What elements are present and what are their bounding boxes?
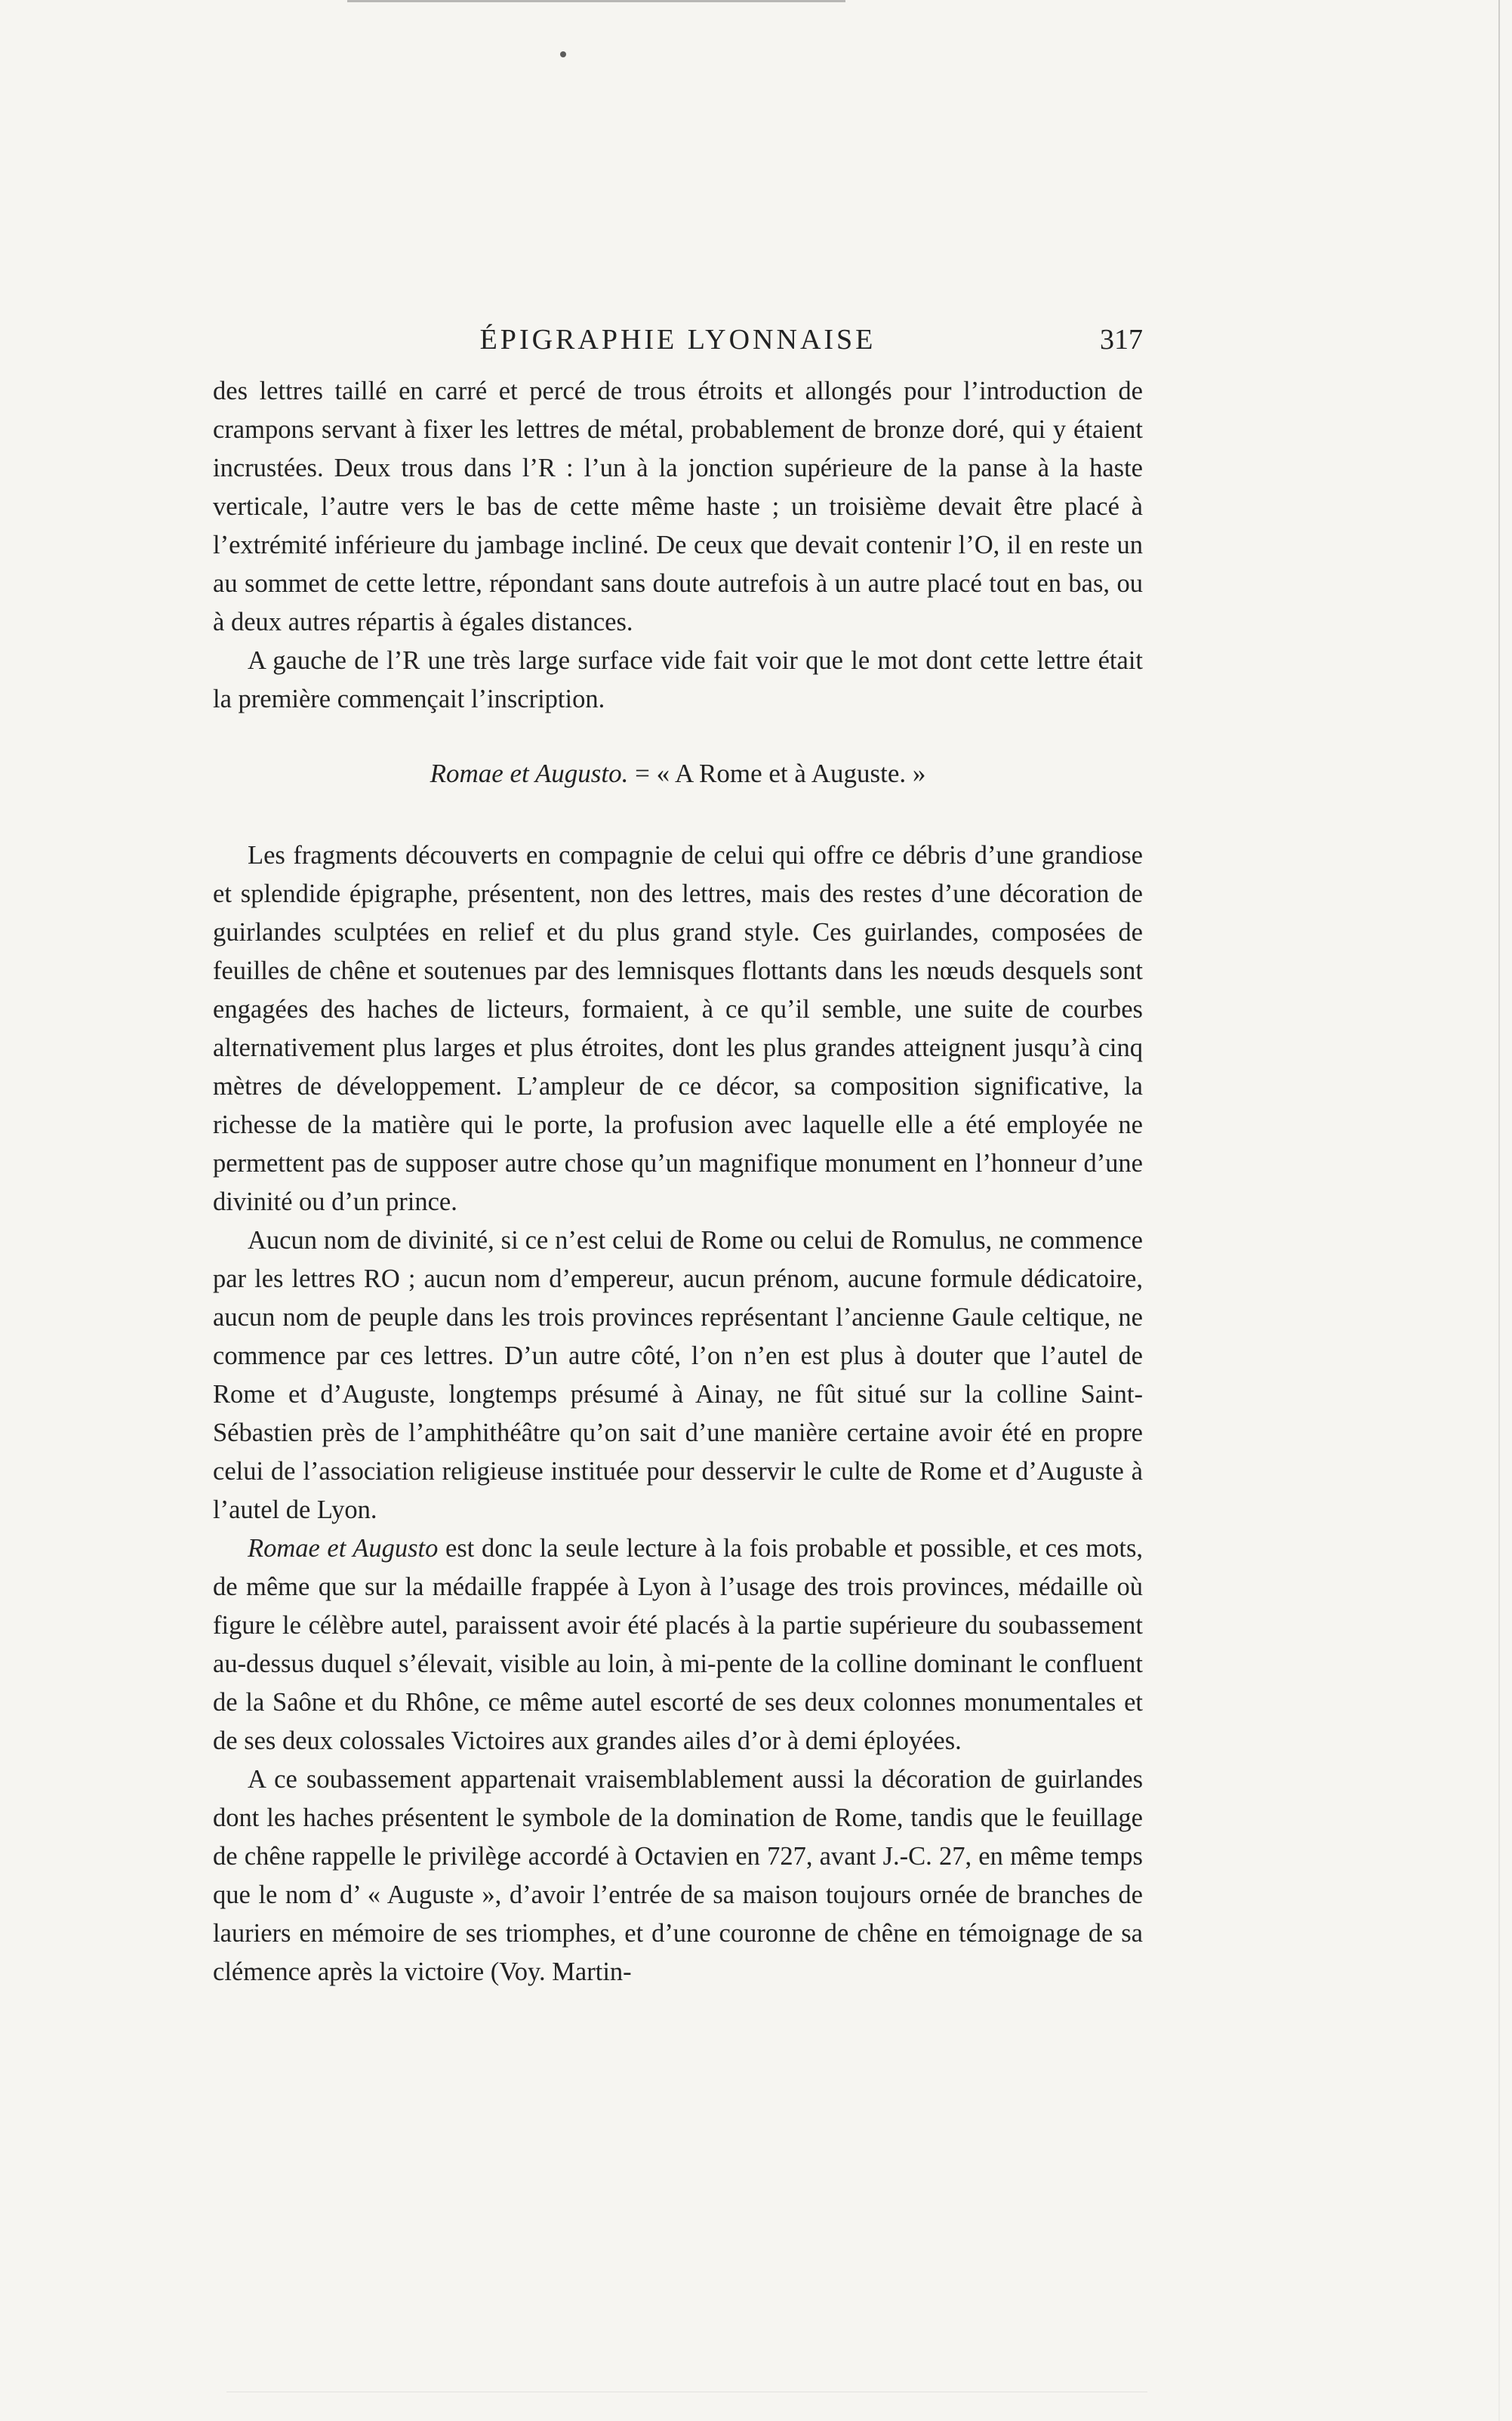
upper-text-block xyxy=(213,372,1143,719)
running-title: ÉPIGRAPHIE LYONNAISE xyxy=(479,324,876,356)
paragraph-reading-conclusion xyxy=(213,1529,1143,1760)
latin-reading: Romae et Augusto. xyxy=(430,759,629,788)
paragraph-divinity: Aucun nom de divinité, si ce n’est celui de Rome ou celui de Romulus, ne commence par les lettres RO ; aucun nom d’empereur, aucun prénom, aucune formule dédicatoire, aucun nom de peuple dans les trois provinces représentant l’ancienne Gaule celtique, ne commence par ces lettres. D’un autre côté, l’on n’en est plus à douter que l’autel de Rome et d’Auguste, longtemps présumé à Ainay, ne fût situé sur la colline Saint-Sébastien près de l’amphithéâtre qu’on sait d’une manière certaine avoir été en propre celui de l’association religieuse instituée pour desservir le culte de Rome et d’Auguste à l’autel de Lyon. xyxy=(213,1226,1143,1524)
equals-separator: = xyxy=(635,759,650,788)
paragraph-continued: des lettres taillé en carré et percé de trous étroits et allongés pour l’introduction de crampons servant à fixer les lettres de métal, probablement de bronze doré, qui y étaient incrustées. Deux trous dans l’R : l’un à la jonction supérieure de la panse à la haste verticale, l’autre vers le bas de cette même haste ; un troisième devait être placé à l’extrémité inférieure du jambage incliné. De ceux que devait contenir l’O, il en reste un au sommet de cette lettre, répondant sans doute autrefois à un autre placé tout en bas, ou à deux autres répartis à égales distances. xyxy=(213,377,1143,636)
paragraph-reading-conclusion-text: est donc la seule lecture à la fois probable et possible, et ces mots, de même que sur la médaille frappée à Lyon à l’usage des trois provinces, médaille où figure le célèbre autel, paraissent avoir été placés à la partie supérieure du soubassement au-dessus duquel s’élevait, visible au loin, à mi-pente de la colline dominant le confluent de la Saône et du Rhône, ce même autel escorté de ses deux colonnes monumentales et de ses deux colossales Victoires aux grandes ailes d’or à demi éployées. xyxy=(213,1534,1143,1755)
page-header xyxy=(213,323,1143,368)
paragraph-left-of-r: A gauche de l’R une très large surface vide fait voir que le mot dont cette lettre était la première commençait l’inscription. xyxy=(213,646,1143,713)
scan-speck xyxy=(560,51,566,57)
lower-text-block xyxy=(213,836,1143,1991)
paragraph-soubassement: A ce soubassement appartenait vraisemblablement aussi la décoration de guirlandes dont les haches présentent le symbole de la domination de Rome, tandis que le feuillage de chêne rappelle le privilège accordé à Octavien en 727, avant J.-C. 27, en même temps que le nom d’ « Auguste », d’avoir l’entrée de sa maison toujours ornée de branches de lauriers en mémoire de ses triomphes, et d’une couronne de chêne en témoignage de sa clémence après la victoire (Voy. Martin- xyxy=(213,1765,1143,1986)
page-edge-shadow xyxy=(1498,0,1500,2421)
italic-latin-phrase: Romae et Augusto xyxy=(248,1534,439,1563)
inscription-reading xyxy=(213,759,1143,789)
scan-top-rule xyxy=(347,0,845,2)
french-translation: « A Rome et à Auguste. » xyxy=(656,759,926,788)
paragraph-fragments: Les fragments découverts en compagnie de celui qui offre ce débris d’une grandiose et splendide épigraphe, présentent, non des lettres, mais des restes d’une décoration de guirlandes sculptées en relief et du plus grand style. Ces guirlandes, composées de feuilles de chêne et soutenues par des lemnisques flottants dans les nœuds desquels sont engagées des haches de licteurs, formaient, à ce qu’il semble, une suite de courbes alternativement plus larges et plus étroites, dont les plus grandes atteignent jusqu’à cinq mètres de développement. L’ampleur de ce décor, sa composition significative, la richesse de la matière qui le porte, la profusion avec laquelle elle a été employée ne permettent pas de supposer autre chose qu’un magnifique monument en l’honneur d’une divinité ou d’un prince. xyxy=(213,841,1143,1216)
page-number: 317 xyxy=(1100,324,1143,356)
